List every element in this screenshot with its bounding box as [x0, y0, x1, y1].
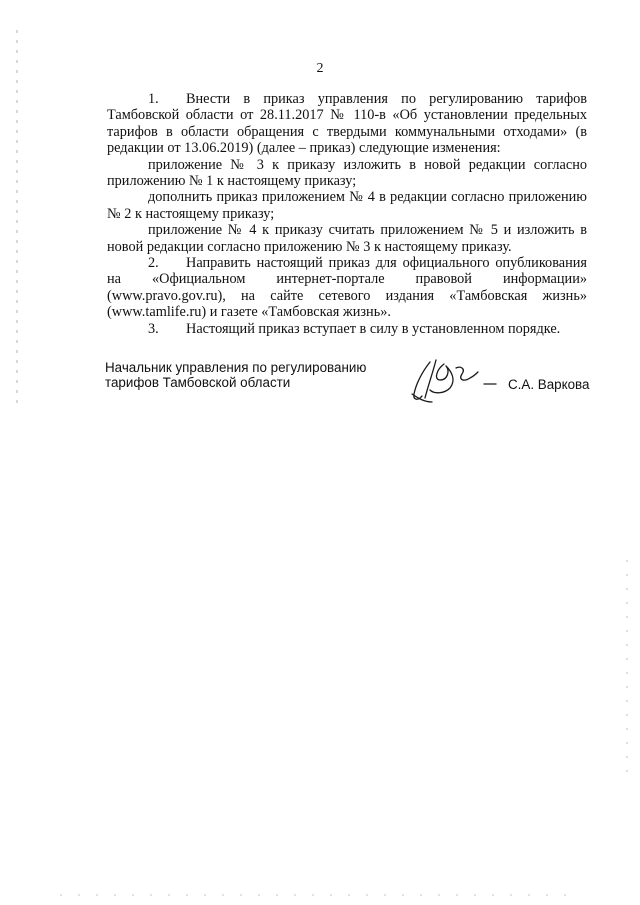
- signatory-position: [105, 361, 366, 390]
- clause-number: 1.: [148, 91, 159, 107]
- clause-3: [107, 321, 587, 337]
- subclause-2: дополнить приказ приложением № 4 в редакции согласно приложению № 2 к настоящему приказу;: [107, 189, 587, 222]
- page-number: 2: [316, 61, 324, 76]
- handwritten-signature: [400, 350, 500, 410]
- scan-edge-mark: [60, 893, 580, 897]
- clause-number: 2.: [148, 255, 159, 272]
- document-body: [107, 91, 587, 337]
- subclause-1: приложение № 3 к приказу изложить в новой редакции согласно приложению № 1 к настоящему приказу;: [107, 156, 587, 190]
- signatory-name: С.А. Варкова: [508, 377, 590, 392]
- clause-2: [107, 255, 587, 321]
- clause-1: [107, 91, 587, 157]
- subclause-3: приложение № 4 к приказу считать приложением № 5 и изложить в новой редакции согласно приложению № 3 к настоящему приказу.: [107, 222, 587, 255]
- scan-edge-mark: [626, 560, 628, 780]
- clause-text: Настоящий приказ вступает в силу в установленном порядке.: [186, 320, 561, 337]
- clause-number: 3.: [148, 320, 159, 337]
- scan-edge-mark: [16, 30, 18, 410]
- position-line-1: Начальник управления по регулированию: [105, 360, 367, 375]
- position-line-2: тарифов Тамбовской области: [105, 374, 291, 390]
- clause-text: Направить настоящий приказ для официального опубликования на «Официальном интернет-портале правовой информации» (www.pravo.gov.ru), на сайте сетевого издания «Тамбовская жизнь» (www.tamlife.ru) и газете «Тамбовская жизнь».: [107, 255, 587, 321]
- clause-text: Внести в приказ управления по регулированию тарифов Тамбовской области от 28.11.2017 № 110-в «Об установлении предельных тарифов в области обращения с твердыми коммунальными отходами» (в редакции от 13.06.2019) (далее – приказ) следующие изменения:: [107, 91, 587, 157]
